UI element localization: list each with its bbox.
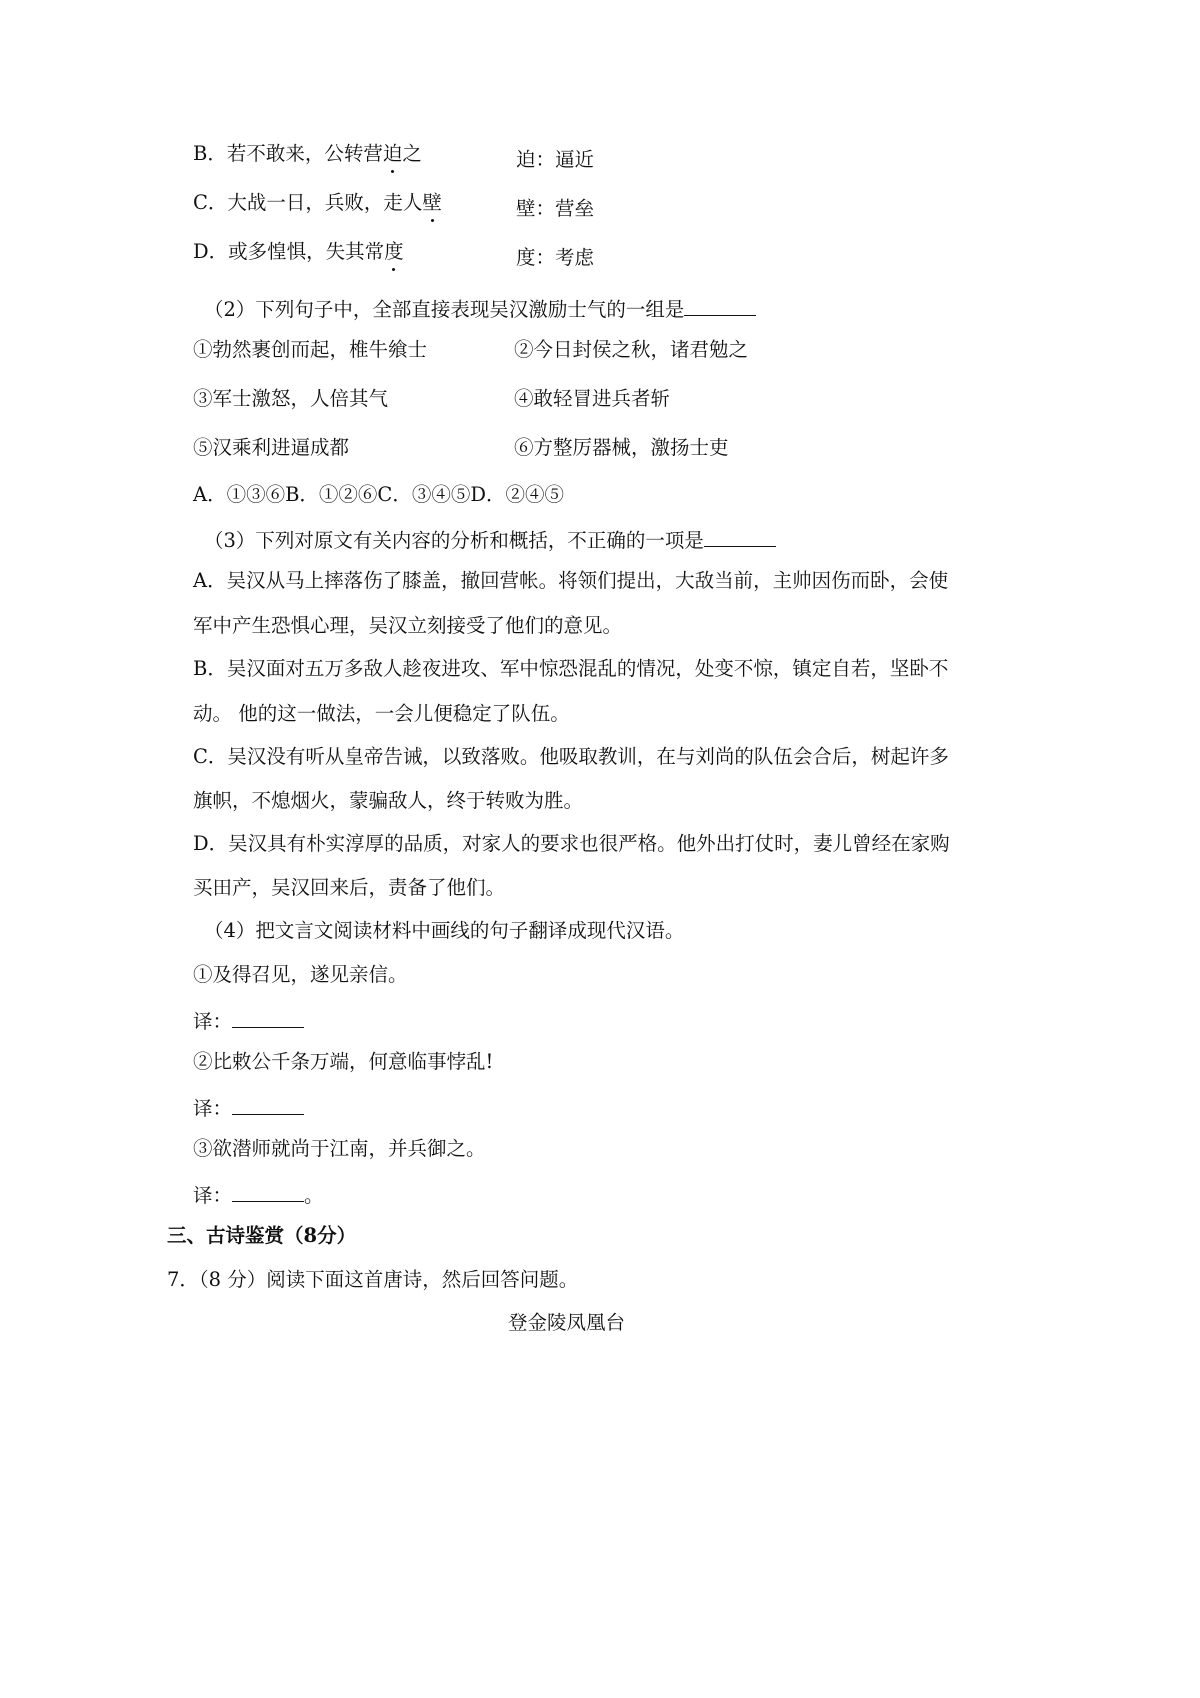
q3-line: A．吴汉从马上摔落伤了膝盖，撤回营帐。将领们提出，大敌当前，主帅因伤而卧，会使: [193, 569, 949, 592]
answer-blank[interactable]: [684, 297, 756, 316]
period: 。: [304, 1184, 324, 1207]
option-text: D．或多惶惧，失其常: [193, 240, 385, 263]
q2-item-5: ⑤汉乘利进逼成都: [193, 436, 350, 459]
emphasized-char: 度: [384, 240, 404, 263]
answer-blank[interactable]: [704, 528, 776, 547]
question-3-stem: [204, 528, 776, 551]
question-text: （3）下列对原文有关内容的分析和概括，不正确的一项是: [204, 529, 704, 552]
option-d-gloss: 度：考虑: [516, 246, 595, 269]
q4-answer-2: [193, 1096, 304, 1119]
q2-choices: A．①③⑥B．①②⑥C．③④⑤D．②④⑤: [193, 483, 564, 506]
q3-line: 买田产，吴汉回来后，责备了他们。: [193, 876, 506, 899]
q3-line: 旗帜，不熄烟火，蒙骗敌人，终于转败为胜。: [193, 789, 584, 812]
question-text: （2）下列句子中，全部直接表现吴汉激励士气的一组是: [204, 298, 685, 321]
question-7: 7．（8 分）阅读下面这首唐诗，然后回答问题。: [167, 1268, 579, 1291]
question-4-stem: （4）把文言文阅读材料中画线的句子翻译成现代汉语。: [204, 919, 685, 942]
option-b-gloss: 迫：逼近: [516, 148, 595, 171]
q4-answer-3: [193, 1183, 324, 1206]
option-d: [193, 242, 404, 262]
option-c: [193, 193, 442, 213]
q2-item-1: ①勃然裹创而起，椎牛飨士: [193, 338, 428, 361]
question-2-stem: [204, 297, 756, 320]
q2-item-4: ④敢轻冒进兵者斩: [514, 387, 671, 410]
answer-blank[interactable]: [232, 1096, 304, 1115]
answer-prefix: 译：: [193, 1184, 233, 1207]
option-c-gloss: 壁：营垒: [516, 197, 595, 220]
q3-line: 军中产生恐惧心理，吴汉立刻接受了他们的意见。: [193, 614, 623, 637]
q2-item-2: ②今日封侯之秋，诸君勉之: [514, 338, 749, 361]
option-b: [193, 144, 422, 164]
q2-item-3: ③军士激怒，人倍其气: [193, 387, 389, 410]
q3-line: C．吴汉没有听从皇帝告诫，以致落败。他吸取教训，在与刘尚的队伍会合后，树起许多: [193, 745, 949, 768]
emphasized-char: 壁: [422, 191, 442, 214]
q3-line: D．吴汉具有朴实淳厚的品质，对家人的要求也很严格。他外出打仗时，妻儿曾经在家购: [193, 832, 950, 855]
answer-blank[interactable]: [232, 1183, 304, 1202]
option-text: C．大战一日，兵败，走人: [193, 191, 423, 214]
q2-item-6: ⑥方整厉器械，激扬士吏: [514, 436, 729, 459]
q4-sentence-1: ①及得召见，遂见亲信。: [193, 963, 408, 986]
q4-sentence-2: ②比敕公千条万端，何意临事悖乱!: [193, 1050, 494, 1073]
q3-line: 动。 他的这一做法，一会儿便稳定了队伍。: [193, 702, 570, 725]
answer-blank[interactable]: [232, 1009, 304, 1028]
q4-answer-1: [193, 1009, 304, 1032]
option-text-tail: 之: [402, 142, 422, 165]
answer-prefix: 译：: [193, 1010, 233, 1033]
poem-title: 登金陵凤凰台: [508, 1311, 626, 1334]
emphasized-char: 迫: [382, 142, 403, 165]
answer-prefix: 译：: [193, 1097, 233, 1120]
q3-line: B．吴汉面对五万多敌人趁夜进攻、军中惊恐混乱的情况，处变不惊，镇定自若，坚卧不: [193, 657, 949, 680]
option-text: B．若不敢来，公转营: [193, 142, 383, 165]
section-heading: 三、古诗鉴赏（8分）: [167, 1224, 357, 1247]
q4-sentence-3: ③欲潜师就尚于江南，并兵御之。: [193, 1137, 486, 1160]
